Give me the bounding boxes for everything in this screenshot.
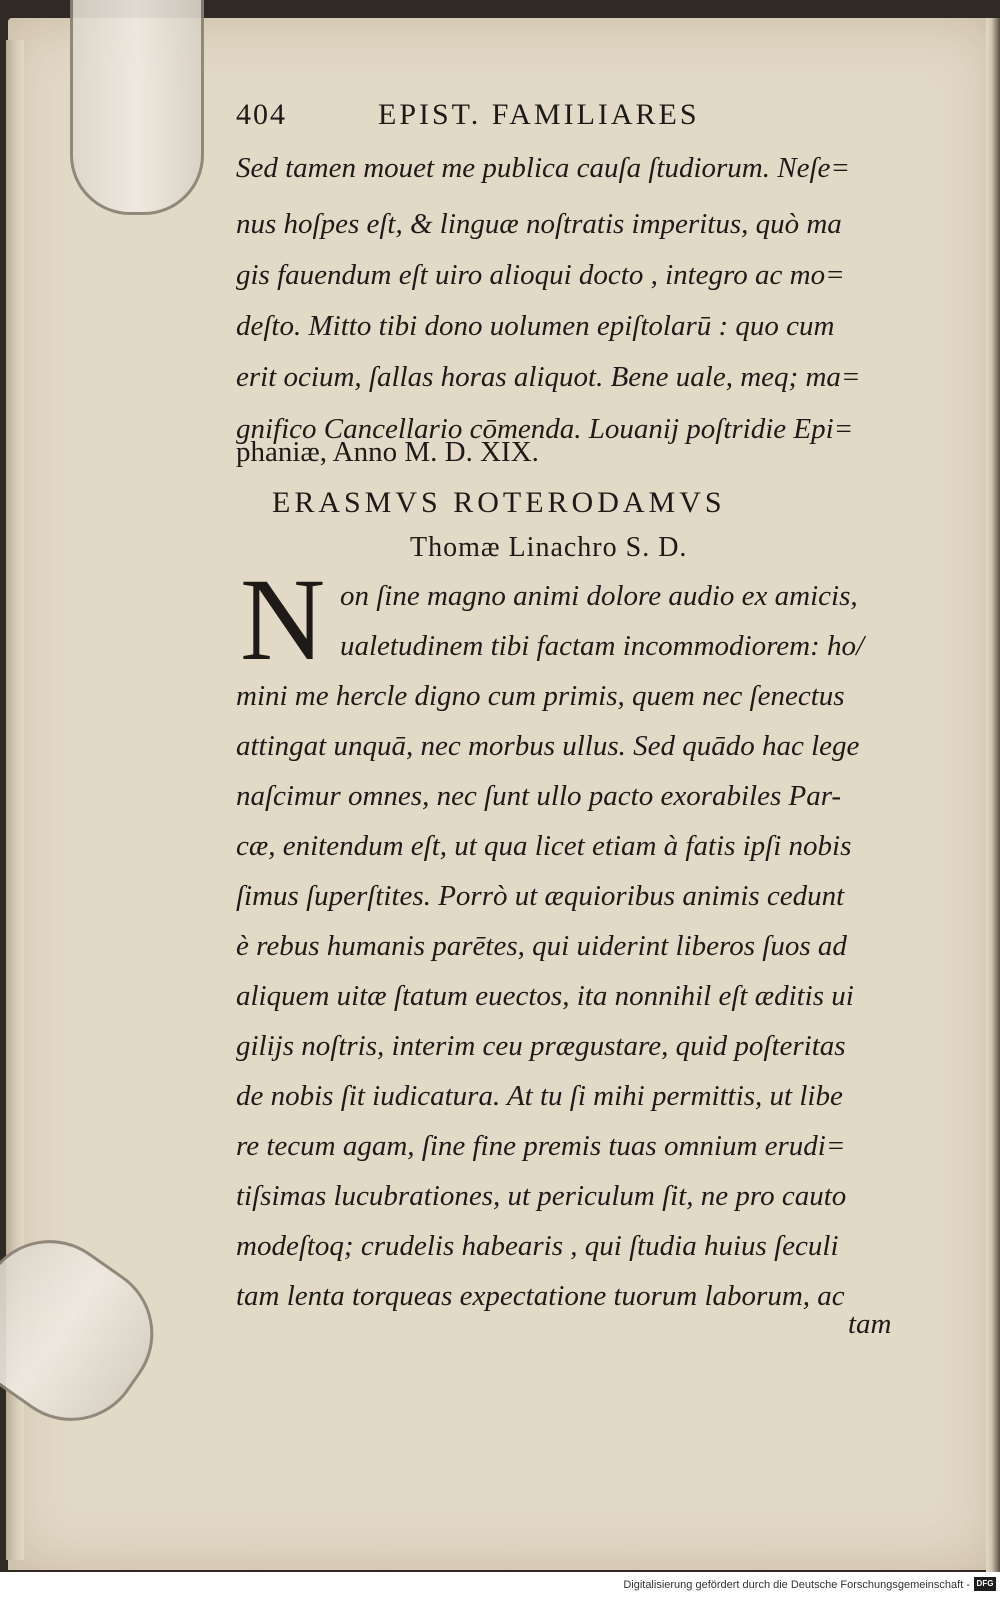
text-line: ſimus ſuperſtites. Porrò ut æquioribus animis cedunt <box>236 880 845 912</box>
page-number: 404 <box>236 98 287 131</box>
text-line: aliquem uitæ ſtatum euectos, ita nonnihil eſt æditis ui <box>236 980 854 1012</box>
text-line: gnifico Cancellario cōmenda. Louanij poſtridie Epi= <box>236 413 854 445</box>
text-line: de nobis ſit iudicatura. At tu ſi mihi permittis, ut libe <box>236 1080 843 1112</box>
text-line: erit ocium, ſallas horas aliquot. Bene uale, meq; ma= <box>236 361 861 393</box>
text-line: tam lenta torqueas expectatione tuorum laborum, ac <box>236 1280 845 1312</box>
text-line: on ſine magno animi dolore audio ex amicis, <box>340 580 858 612</box>
running-title: EPIST. FAMILIARES <box>378 98 700 131</box>
text-line: cæ, enitendum eſt, ut qua licet etiam à fatis ipſi nobis <box>236 830 852 862</box>
text-line: modeſtoq; crudelis habearis , qui ſtudia huius ſeculi <box>236 1230 839 1262</box>
dfg-logo: DFG <box>974 1577 996 1591</box>
text-line: gis fauendum eſt uiro alioqui docto , integro ac mo= <box>236 259 845 291</box>
text-line-date: phaniæ, Anno M. D. XIX. <box>236 436 539 468</box>
footer-credit: Digitalisierung gefördert durch die Deutsche Forschungsgemeinschaft - <box>623 1579 970 1591</box>
text-line: naſcimur omnes, nec ſunt ullo pacto exorabiles Par- <box>236 780 842 812</box>
text-line: mini me hercle digno cum primis, quem nec ſenectus <box>236 680 845 712</box>
text-line: attingat unquā, nec morbus ullus. Sed quādo hac lege <box>236 730 860 762</box>
drop-cap: N <box>240 554 326 685</box>
text-line: ualetudinem tibi factam incommodiorem: ho/ <box>340 630 865 662</box>
catchword: tam <box>848 1308 892 1340</box>
running-head <box>236 98 826 132</box>
page-clip-top <box>70 0 204 215</box>
text-line: Sed tamen mouet me publica cauſa ſtudiorum. Neſe= <box>236 152 850 184</box>
text-line: deſto. Mitto tibi dono uolumen epiſtolarū : quo cum <box>236 310 835 342</box>
text-line: è rebus humanis parētes, qui uiderint liberos ſuos ad <box>236 930 847 962</box>
text-line: tiſsimas lucubrationes, ut periculum ſit, ne pro cauto <box>236 1180 847 1212</box>
text-line: re tecum agam, ſine fine premis tuas omnium erudi= <box>236 1130 846 1162</box>
text-line: gilijs noſtris, interim ceu prægustare, quid poſteritas <box>236 1030 846 1062</box>
footer-bar <box>0 1572 1000 1599</box>
letter-author: ERASMVS ROTERODAMVS <box>272 486 726 519</box>
letter-recipient: Thomæ Linachro S. D. <box>410 532 688 563</box>
page-gutter <box>986 18 1000 1572</box>
text-line: nus hoſpes eſt, & linguæ noſtratis imperitus, quò ma <box>236 208 842 240</box>
